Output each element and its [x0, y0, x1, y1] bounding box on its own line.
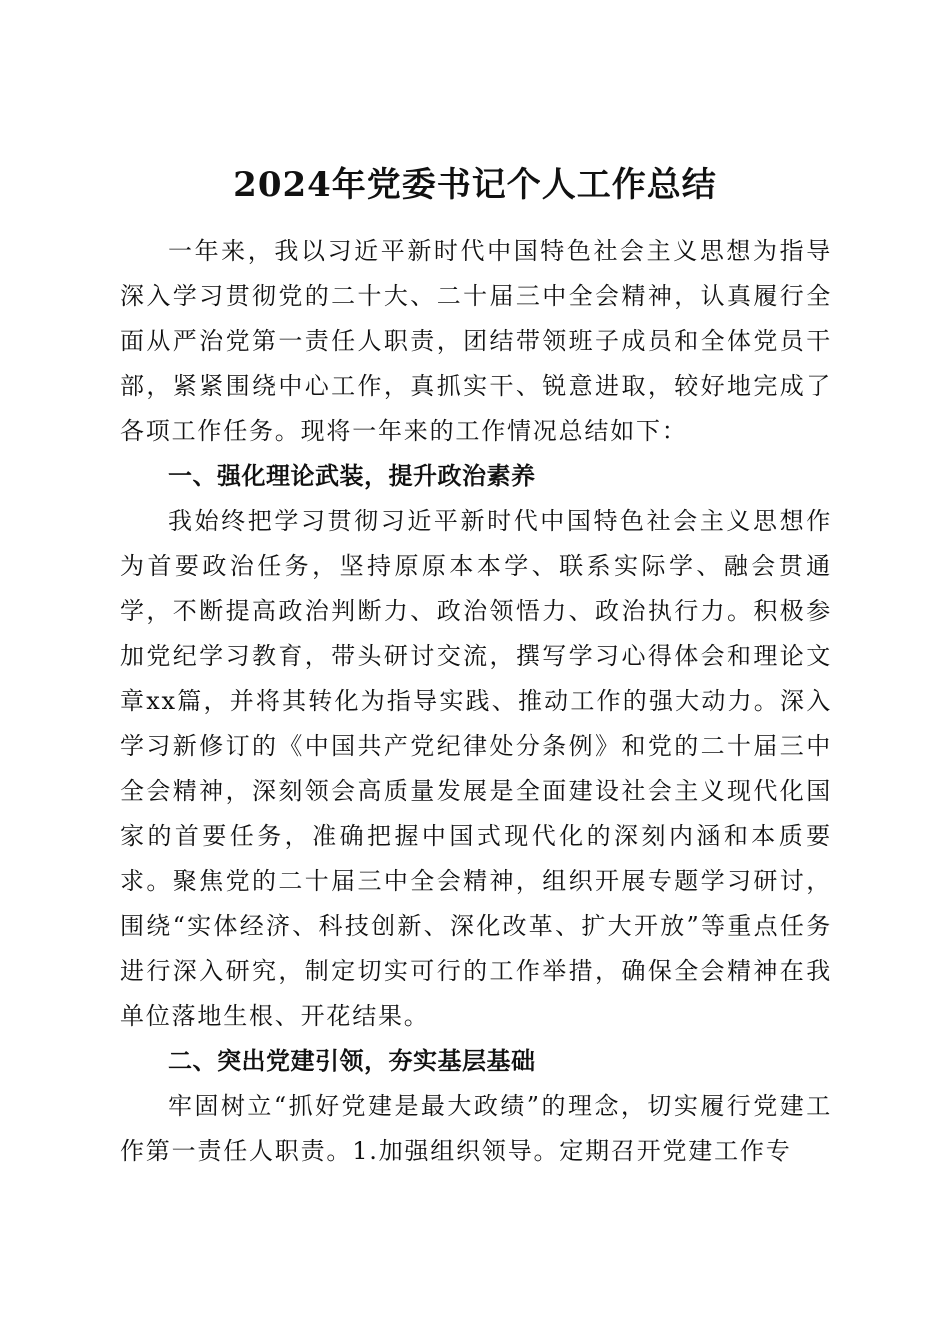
document-body	[120, 229, 832, 1174]
document-title: 2024年党委书记个人工作总结	[233, 164, 717, 205]
section-1	[120, 454, 832, 1039]
intro-paragraph: 一年来，我以习近平新时代中国特色社会主义思想为指导深入学习贯彻党的二十大、二十届三中全会精神，认真履行全面从严治党第一责任人职责，团结带领班子成员和全体党员干部，紧紧围绕中心工作，真抓实干、锐意进取，较好地完成了各项工作任务。现将一年来的工作情况总结如下：	[120, 237, 832, 445]
section-2	[120, 1039, 832, 1174]
section-paragraph: 我始终把学习贯彻习近平新时代中国特色社会主义思想作为首要政治任务，坚持原原本本学、联系实际学、融会贯通学，不断提高政治判断力、政治领悟力、政治执行力。积极参加党纪学习教育，带头研讨交流，撰写学习心得体会和理论文章xx篇，并将其转化为指导实践、推动工作的强大动力。深入学习新修订的《中国共产党纪律处分条例》和党的二十届三中全会精神，深刻领会高质量发展是全面建设社会主义现代化国家的首要任务，准确把握中国式现代化的深刻内涵和本质要求。聚焦党的二十届三中全会精神，组织开展专题学习研讨，围绕“实体经济、科技创新、深化改革、扩大开放”等重点任务进行深入研究，制定切实可行的工作举措，确保全会精神在我单位落地生根、开花结果。	[120, 507, 832, 1030]
section-paragraph: 牢固树立“抓好党建是最大政绩”的理念，切实履行党建工作第一责任人职责。1.加强组织领导。定期召开党建工作专	[120, 1092, 832, 1165]
section-heading: 二、突出党建引领，夯实基层基础	[168, 1047, 536, 1075]
section-heading: 一、强化理论武装，提升政治素养	[168, 462, 536, 490]
